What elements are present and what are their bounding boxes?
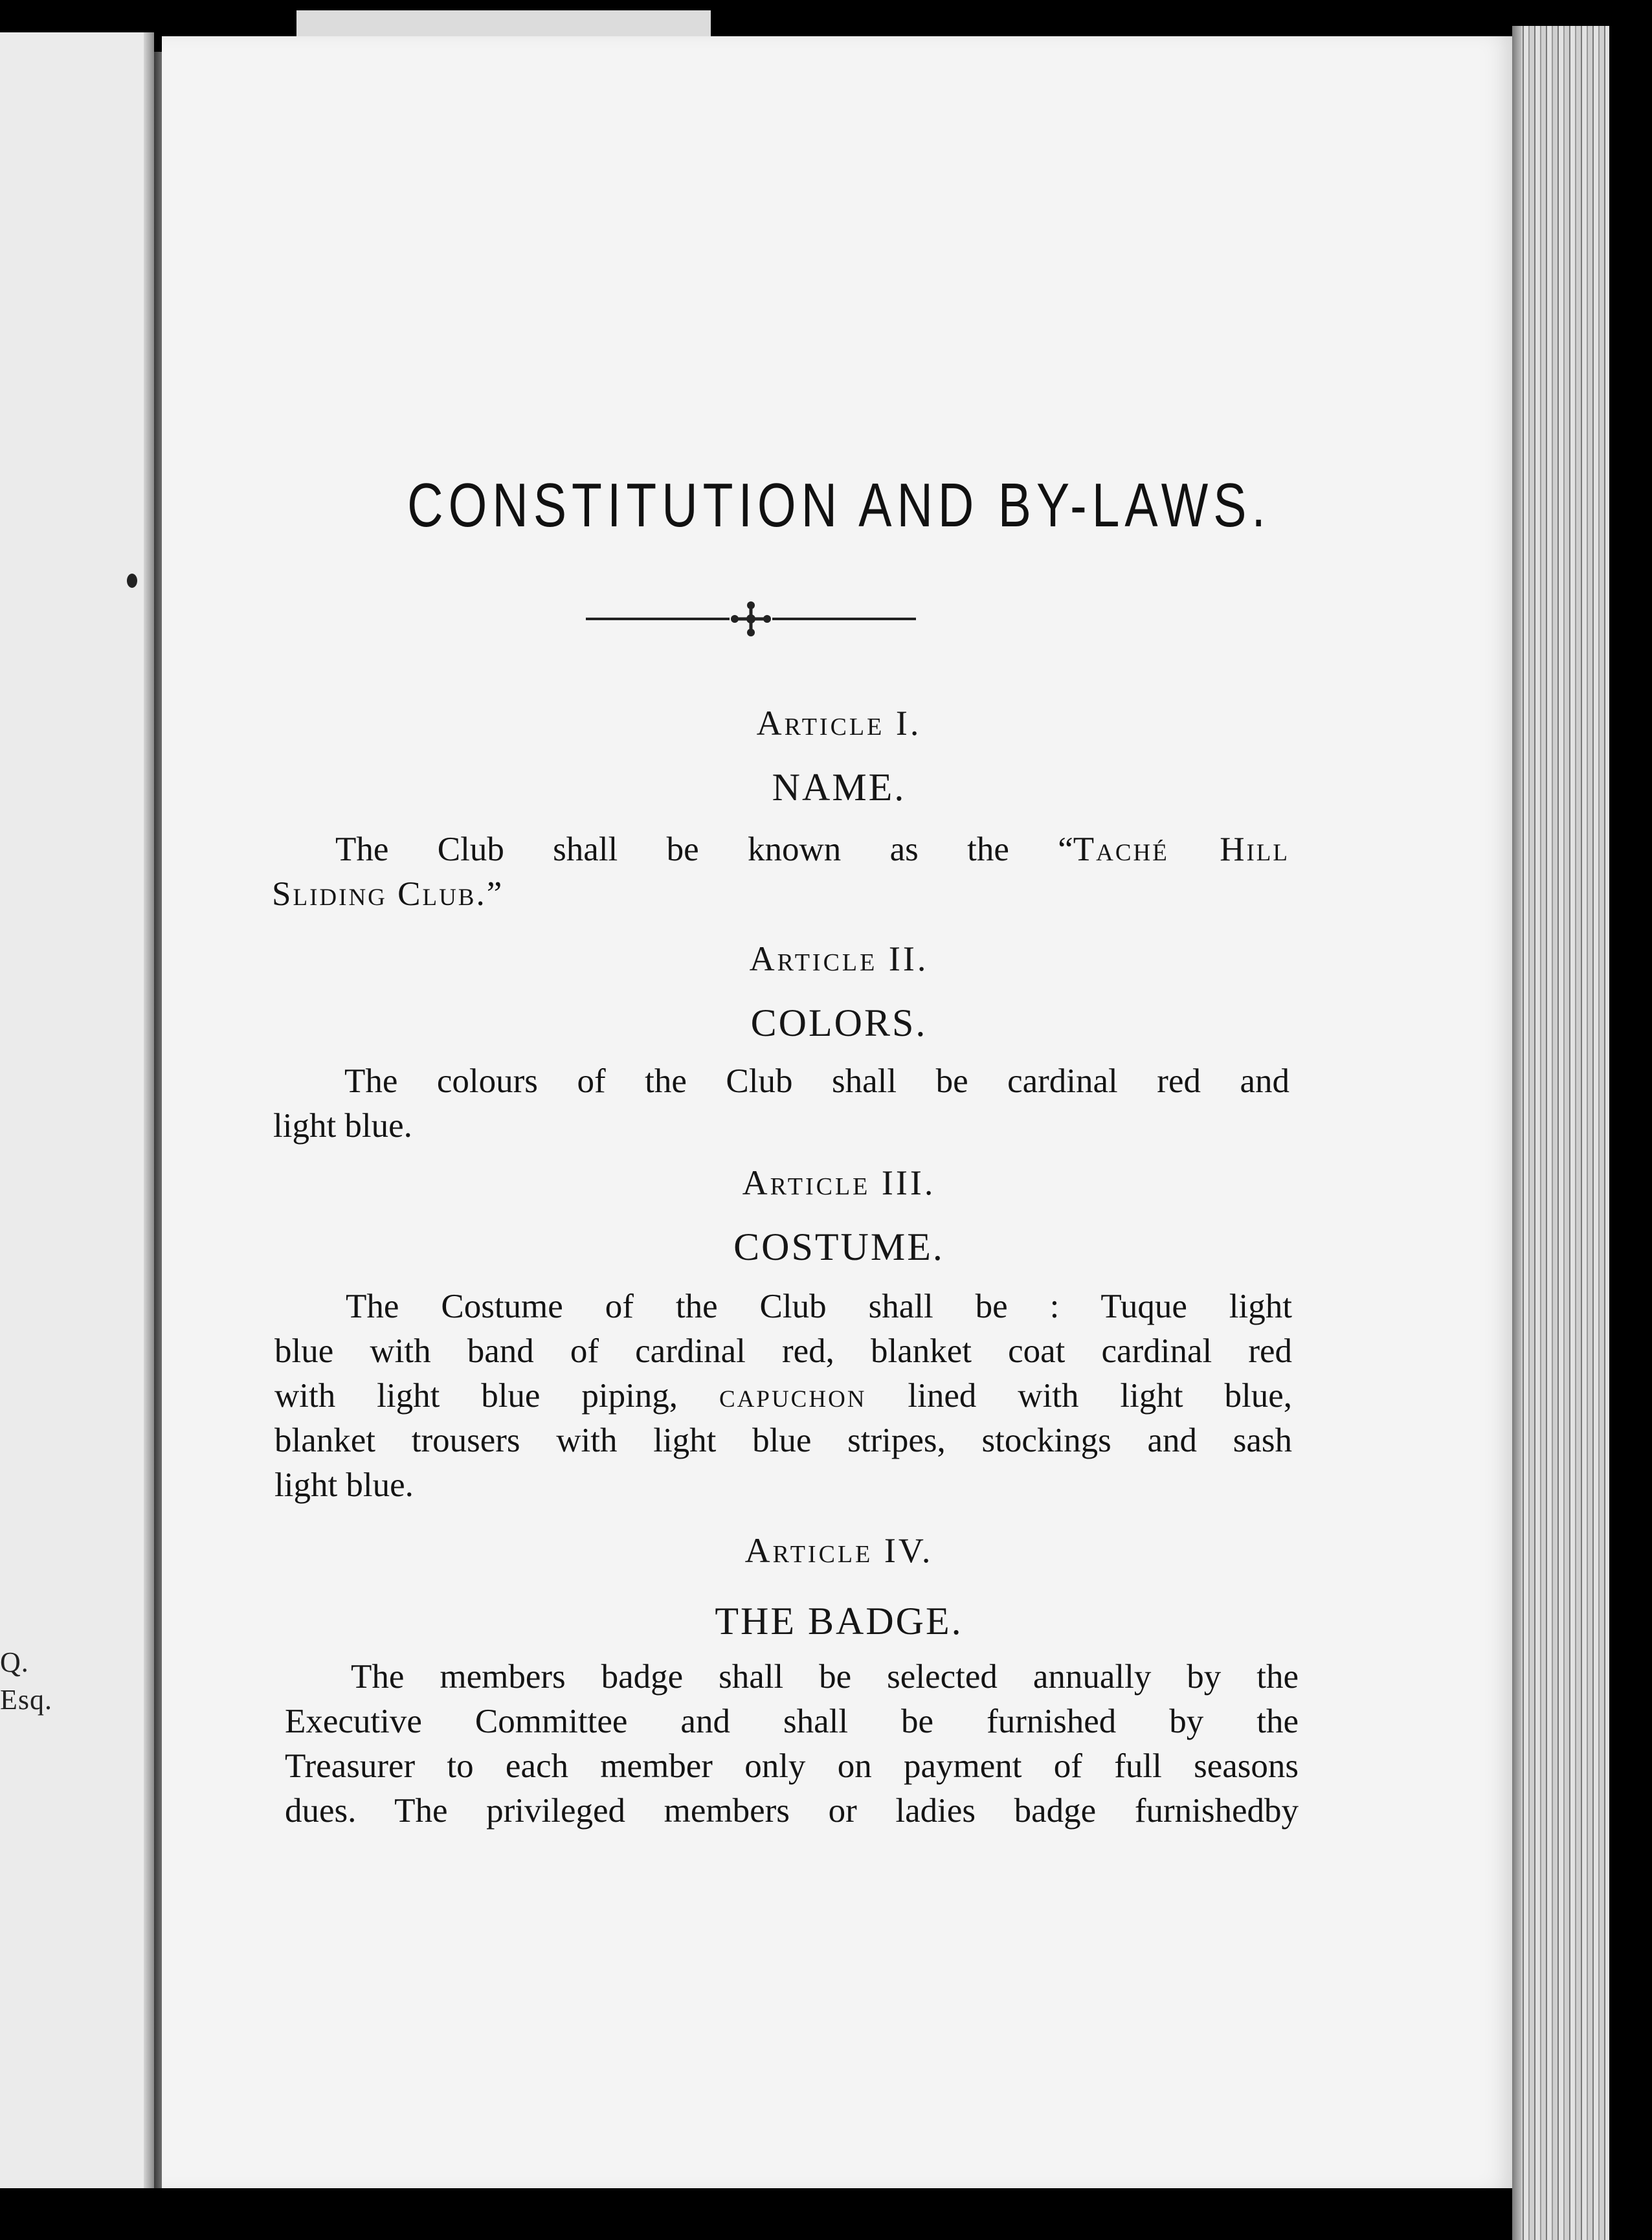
ornament-divider-icon bbox=[586, 600, 916, 636]
ink-dot bbox=[127, 574, 137, 588]
article-3-line-3: with light blue piping, capuchon lined with light blue, bbox=[274, 1377, 1292, 1415]
article-3-label: Article III. bbox=[742, 1163, 936, 1202]
article-4-label: Article IV. bbox=[744, 1531, 933, 1570]
article-4-heading: THE BADGE. bbox=[715, 1600, 963, 1642]
article-2-line-2: light blue. bbox=[273, 1107, 412, 1145]
article-1-paragraph bbox=[272, 827, 1289, 917]
article-1-heading: NAME. bbox=[772, 766, 906, 809]
article-3-heading: COSTUME. bbox=[733, 1226, 944, 1268]
article-2-paragraph bbox=[273, 1059, 1289, 1148]
page-edges bbox=[1512, 26, 1609, 2240]
article-2-label: Article II. bbox=[749, 939, 929, 978]
article-1-line-2: Sliding Club.” bbox=[272, 875, 502, 913]
article-1-line-1: The Club shall be known as the “Taché Hill bbox=[335, 831, 1289, 868]
article-4-line-1: The members badge shall be selected annually by the bbox=[351, 1658, 1299, 1696]
left-page-fragment-2: Esq. bbox=[0, 1684, 52, 1716]
article-4-line-4: dues. The privileged members or ladies badge furnishedby bbox=[285, 1792, 1299, 1830]
page-title: CONSTITUTION AND BY-LAWS. bbox=[407, 471, 1271, 540]
article-4-line-2: Executive Committee and shall be furnished by the bbox=[285, 1703, 1299, 1740]
article-1-label: Article I. bbox=[756, 704, 922, 743]
article-2-heading: COLORS. bbox=[750, 1002, 928, 1044]
article-3-line-4: blanket trousers with light blue stripes, stockings and sash bbox=[274, 1422, 1292, 1459]
article-2-line-1: The colours of the Club shall be cardinal red and bbox=[344, 1062, 1289, 1100]
article-3-line-2: blue with band of cardinal red, blanket coat cardinal red bbox=[274, 1332, 1292, 1370]
article-3-line-1: The Costume of the Club shall be : Tuque light bbox=[346, 1288, 1292, 1325]
previous-page-edge bbox=[0, 32, 154, 2188]
article-3-paragraph bbox=[274, 1284, 1292, 1508]
article-4-paragraph bbox=[285, 1655, 1299, 1833]
article-4-line-3: Treasurer to each member only on payment of full seasons bbox=[285, 1747, 1299, 1785]
article-3-line-5: light blue. bbox=[274, 1466, 414, 1504]
left-page-fragment-1: Q. bbox=[0, 1646, 29, 1678]
